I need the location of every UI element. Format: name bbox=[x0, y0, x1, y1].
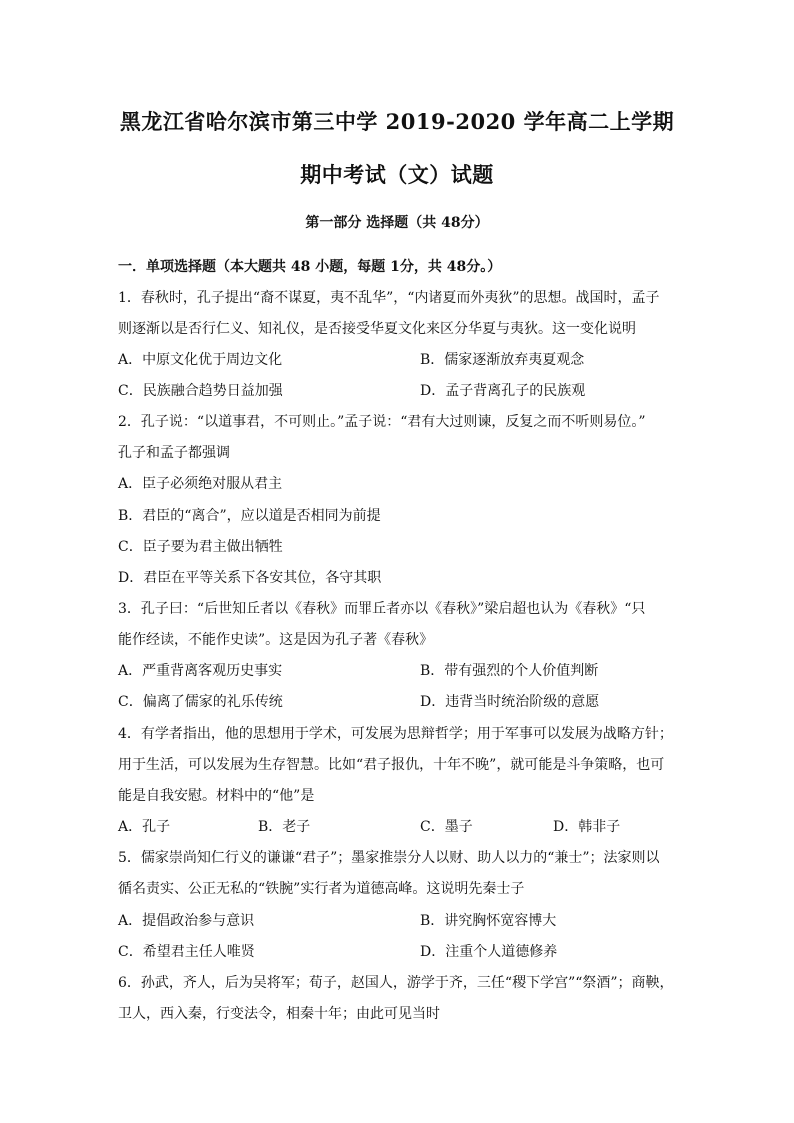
question-3-stem-line1: 3．孔子曰：“后世知丘者以《春秋》而罪丘者亦以《春秋》”梁启超也认为《春秋》“只 bbox=[118, 601, 646, 617]
question-4-stem-line1: 4．有学者指出，他的思想用于学术，可发展为思辩哲学；用于军事可以发展为战略方针； bbox=[118, 726, 673, 742]
question-5-option-d: D．注重个人道德修养 bbox=[420, 944, 558, 960]
question-2-stem-line2: 孔子和孟子都强调 bbox=[118, 445, 230, 461]
question-4-option-d: D．韩非子 bbox=[553, 819, 621, 835]
exam-title-line2: 期中考试（文）试题 bbox=[300, 162, 494, 187]
question-3-option-d: D．违背当时统治阶级的意愿 bbox=[420, 694, 600, 710]
question-1-option-a: A．中原文化优于周边文化 bbox=[118, 352, 283, 368]
question-2-option-a: A．臣子必须绝对服从君主 bbox=[118, 476, 283, 492]
question-4-option-b: B．老子 bbox=[258, 819, 311, 835]
question-1-stem-line2: 则逐渐以是否行仁义、知礼仪，是否接受华夏文化来区分华夏与夷狄。这一变化说明 bbox=[118, 321, 636, 337]
exam-title-line1: 黑龙江省哈尔滨市第三中学 2019-2020 学年高二上学期 bbox=[119, 109, 675, 134]
question-2-option-b: B．君臣的“离合”，应以道是否相同为前提 bbox=[118, 508, 381, 524]
question-5-option-a: A．提倡政治参与意识 bbox=[118, 913, 255, 929]
question-4-stem-line3: 能是自我安慰。材料中的“他”是 bbox=[118, 788, 315, 804]
question-1-option-d: D．孟子背离孔子的民族观 bbox=[420, 383, 586, 399]
question-2-option-d: D．君臣在平等关系下各安其位，各守其职 bbox=[118, 570, 382, 586]
question-3-option-a: A．严重背离客观历史事实 bbox=[118, 663, 283, 679]
question-5-option-c: C．希望君主任人唯贤 bbox=[118, 944, 255, 960]
question-2-stem-line1: 2．孔子说：“以道事君，不可则止。”孟子说：“君有大过则谏，反复之而不听则易位。” bbox=[118, 414, 646, 430]
question-3-option-b: B．带有强烈的个人价值判断 bbox=[420, 663, 599, 679]
question-1-option-b: B．儒家逐渐放弃夷夏观念 bbox=[420, 352, 585, 368]
question-5-stem-line1: 5．儒家崇尚知仁行义的谦谦“君子”；墨家推崇分人以财、助人以力的“兼士”；法家则以 bbox=[118, 850, 660, 866]
question-2-option-c: C．臣子要为君主做出牺牲 bbox=[118, 539, 283, 555]
part-title: 第一部分 选择题（共 48分） bbox=[305, 215, 489, 231]
question-5-option-b: B．讲究胸怀宽容博大 bbox=[420, 913, 557, 929]
question-1-option-c: C．民族融合趋势日益加强 bbox=[118, 383, 283, 399]
question-6-stem-line2: 卫人，西入秦，行变法令，相秦十年；由此可见当时 bbox=[118, 1006, 440, 1022]
question-4-stem-line2: 用于生活，可以发展为生存智慧。比如“君子报仇，十年不晚”，就可能是斗争策略，也可 bbox=[118, 757, 665, 773]
question-3-stem-line2: 能作经读，不能作史读”。这是因为孔子著《春秋》 bbox=[118, 632, 434, 648]
question-5-stem-line2: 循名责实、公正无私的“铁腕”实行者为道德高峰。这说明先秦士子 bbox=[118, 881, 525, 897]
question-1-stem-line1: 1．春秋时，孔子提出“裔不谋夏，夷不乱华”，“内诸夏而外夷狄”的思想。战国时，孟子 bbox=[118, 290, 660, 306]
section-heading: 一．单项选择题（本大题共 48 小题，每题 1分，共 48分。） bbox=[118, 259, 502, 275]
question-3-option-c: C．偏离了儒家的礼乐传统 bbox=[118, 694, 283, 710]
question-6-stem-line1: 6．孙武，齐人，后为吴将军；荀子，赵国人，游学于齐，三任“稷下学宫”“祭酒”；商鞅， bbox=[118, 975, 674, 991]
question-4-option-a: A．孔子 bbox=[118, 819, 171, 835]
question-4-option-c: C．墨子 bbox=[420, 819, 473, 835]
